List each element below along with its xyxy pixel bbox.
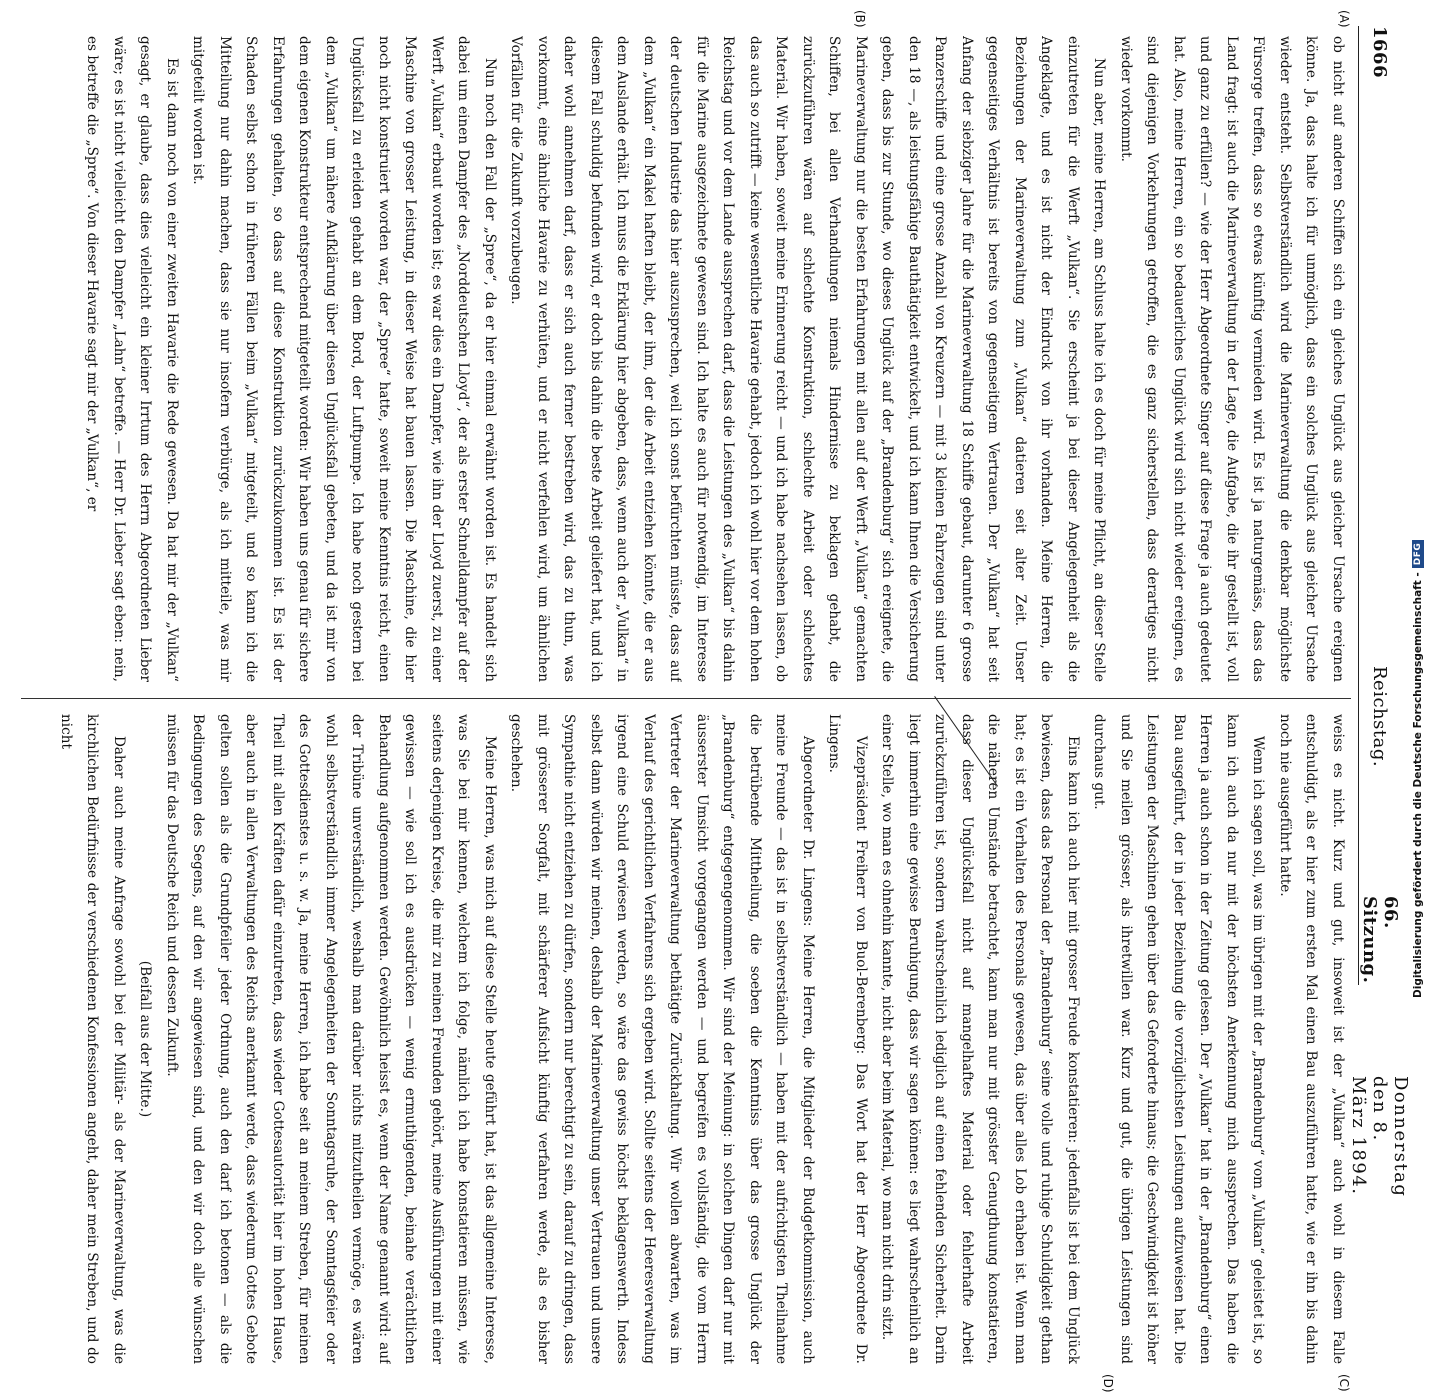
document-page — [15, 6, 1412, 1393]
paragraph: Nun noch den Fall der „Spree“, da er hier einmal erwähnt worden ist. Es handelt sich dabei um einen Dampfer des „Norddeutschen Lloyd“, der als erster Schnelldampfer auf der Werft „Vulkan“ erbaut worden ist; es war dies ein Dampfer, wie ihn der Lloyd zuerst, zu einer Maschine von grosser Leistung, in dieser Weise hat bauen lassen. Die Maschine, die hier noch nicht konstruiert worden war, der „Spree“ hatte, soweit meine Kenntnis reicht, einen Unglücksfall zu erleiden gehabt an dem Bord, der Luftpumpe. Ich habe noch gestern bei dem „Vulkan“ um nähere Aufklärung über diesen Unglücksfall gebeten, und da ist mir von dem eigenen Konstrukteur entsprechend mitgeteilt worden: Wir haben uns genau für sichere Erfahrungen gehalten, so dass auf diese Konstruktion zurückzukommen ist. Es ist der Schaden selbst schon in früheren Fällen beim „Vulkan“ mitgeteilt, und so kann ich die Mitteilung nur dahin machen, dass sie nur insofern verbürge, als ich mitteile, was mir mitgeteilt worden ist. — [190, 36, 498, 682]
applause-note: (Beifall aus der Mitte.) — [137, 960, 154, 1118]
credit-text: Digitalisierung gefördert durch die Deutsche Forschungsgemeinschaft - — [1412, 572, 1424, 998]
margin-marker-a: (A) — [1337, 10, 1351, 28]
dfg-logo: DFG — [1412, 540, 1424, 569]
digitization-credit — [1412, 540, 1424, 998]
paragraph: Es ist dann noch von einer zweiten Havarie die Rede gewesen. Da hat mir der „Vulkan“ gesagt, er glaube, dass dies vielleicht ein kleiner Irrtum des Herrn Abgeordneten Lieber wäre; es ist nicht vielleicht den Dampfer „Lahn“ betreffe. — Herr Dr. Lieber sagt eben: nein, es betreffe die „Spree“. Von dieser Havarie sagt mir der „Vulkan“, er — [84, 36, 180, 682]
paragraph: weiss es nicht. Kurz und gut, insoweit ist der „Vulkan“ auch wohl in diesem Falle entschuldigt, als er hier zum ersten Mal einen Bau auszuführen hatte, wie er ihn bis dahin noch nie ausgeführt hatte. — [1277, 714, 1346, 1364]
header-rule — [1358, 26, 1359, 985]
paragraph: Nun aber, meine Herren, am Schluss halte ich es doch für meine Pflicht, an dieser Stelle einzutreten für die Werft „Vulkan“. Sie erscheint ja bei dieser Angelegenheit als die Angeklagte, und es ist nicht der Eindruck von ihr vorhanden. Meine Herren, die Beziehungen der Marineverwaltung zum „Vulkan“ datieren seit alter Zeit. Unser gegenseitiges Verhältnis ist bereits von gegenseitigem Vertrauen. Der „Vulkan“ hat seit Anfang der siebziger Jahre für die Marineverwaltung 18 Schiffe gebaut, darunter 6 grosse Panzerschiffe und eine grosse Anzahl von Kreuzern — mit 3 kleinen Fahrzeugen sind unter den 18 —, als leistungsfähige Bauthätigkeit entwickelt, und ich kann Ihnen die Versicherung geben, dass bis zur Stunde, wo dieses Unglück auf der „Brandenburg“ sich ereignete, die Marineverwaltung nur die besten Erfahrungen mit allen auf der Werft „Vulkan“ gemachten Schiffen, bei allen Verhandlungen niemals Hindernisse zu beklagen gehabt, die zurückzuführen wären auf schlechte Konstruktion, schlechte Arbeit oder schlechtes Material. Wir haben, soweit meine Erinnerung reicht — und ich habe nachsehen lassen, ob das auch so zutrifft — keine wesentliche Havarie gehabt, jedoch ich wohl hier vor dem hohen Reichstag und vor dem Lande aussprechen darf, dass die Leistungen des „Vulkan“ bis dahin für die Marine ausgezeichnete gewesen sind. Ich halte es auch für notwendig, im Interesse der deutschen Industrie das hier auszusprechen, weil ich sonst befürchten müsste, dass auf dem „Vulkan“ ein Makel haften bleibt, der ihm, der die Arbeit entziehen könnte, die er aus dem Auslande erhält. Ich muss die Erklärung hier abgeben, dass, wenn auch der „Vulkan“ in diesem Fall schuldig befunden wird, er doch bis dahin die beste Arbeit geliefert hat, und ich daher wohl annehmen darf, dass er sich auch ferner bestreben wird, das zu thun, was vorkommt, eine ähnliche Havarie zu verhüten, und er nicht verfehlen wird, um ähnlichen Vorfällen für die Zukunft vorzubeugen. — [508, 36, 1108, 682]
running-title: Reichstag. — [1369, 666, 1391, 768]
paragraph: Eins kann ich auch hier mit grosser Freude konstatieren: jedenfalls ist bei dem Unglück bewiesen, dass das Personal der „Brandenburg“ seine volle und ruhige Schuldigkeit gethan hat; es ist ein Verhalten des Personals gewesen, das über alles Lob erhaben ist. Wenn man die näheren Umstände betrachtet, kann man nur mit grösster Genugthuung konstatieren, dass dieser Unglücksfall nicht auf mangelhaftes Material oder fehlerhafte Arbeit zurückzuführen ist, sondern wahrscheinlich lediglich auf einen fehlenden Sicherheit. Darin liegt immerhin eine gewisse Beruhigung, dass wir sagen können: es liegt wahrscheinlich an einer Stelle, wo man es ohnehin kannte, nicht aber beim Material, wo man nicht drin sitzt. — [879, 714, 1081, 1364]
margin-marker-c: (C) — [1337, 1374, 1351, 1392]
paragraph: Meine Herren, was mich auf diese Stelle heute geführt hat, ist das allgemeine Interesse, was Sie bei mir kennen, welchem ich folge, nämlich ich habe konstatieren müssen, wie seitens derjenigen Kreise, die mir zu meinen Freunden gehört, meine Ausführungen mit einer gewissen — wie soll ich es ausdrücken — wenig ermuthigenden, beinahe verächtlichen Behandlung aufgenommen werden. Gewöhnlich heisst es, wenn der Name genannt wird: auf der Tribüne unverständlich, weshalb man darüber nichts mitzutheilen vermöge, es wären wohl selbstverständlich immer Angelegenheiten der Sonntagsruhe, der Sonntagsfeier oder des Gottesdienstes u. s. w. Ja, meine Herren, ich habe seit an meinem Streben, für meinen Theil mit allen Kräften dafür einzutreten, dass wieder Gottesautorität hier im hohen Hause, aber auch in allen Verwaltungen des Reichs anerkannt werde, dass wiederum Gottes Gebote gelten sollen als die Grundpfeiler jeder Ordnung, auch den darf ich betonen — als die Bedingungen des Segens, auf den wir angewiesen sind, und den wir doch alle wünschen müssen für das Deutsche Reich und dessen Zukunft. — [164, 714, 498, 1364]
paragraph: Daher auch meine Anfrage sowohl bei der Militär- als der Marineverwaltung, was die kirchlichen Bedürfnisse der verschiedenen Konfessionen angeht, daher mein Streben, und do nicht — [58, 714, 127, 1364]
speaker-paragraph: Abgeordneter Dr. Lingens: Meine Herren, die Mitglieder der Budgetkommission, auch meine Freunde — das ist in selbstverständlich — haben mit der aufrichtigsten Theilnahme die betrübende Mittheilung, die soeben die Kenntniss über das grosse Unglück der „Brandenburg“ entgegengenommen. Wir sind der Meinung: in solchen Dingen darf nur mit äusserster Umsicht vorgegangen werden — und begreifen es vollständig, die vom Herrn Vertreter der Marineverwaltung bethätigte Zurückhaltung. Wir wollen abwarten, was im Verlauf des gerichtlichen Verfahrens sich ergeben wird. Sollte seitens der Heeresverwaltung irgend eine Schuld erwiesen werden, so wäre das gewiss höchst beklagenswerth. Indess selbst dann würden wir meinen, deshalb der Marineverwaltung unser Vertrauen und unsere Sympathie nicht entziehen zu dürfen, sondern nur berechtigt zu sein, darauf zu dringen, dass mit grösserer Sorgfalt, mit schärferer Aufsicht künftig verfahren werde, als es bisher geschehen. — [508, 714, 816, 1364]
margin-marker-b: (B) — [853, 10, 867, 28]
session-title: 66. Sitzung. — [1359, 896, 1401, 984]
paragraph: Wenn ich sagen soll, was im übrigen mit der „Brandenburg“ vom „Vulkan“ geleistet ist, so kann ich auch da nur mit der höchsten Anerkennung mich aussprechen. Das haben die Herren ja auch schon in der Zeitung gelesen. Der „Vulkan“ hat in der „Brandenburg“ einen Bau ausgeführt, der in jeder Beziehung die vorzüglichsten Leistungen aufzuweisen hat. Die Leistungen der Maschinen gehen über das Geforderte hinaus; die Geschwindigkeit ist höher und Sie meilen grösser, als ihretwillen war. Kurz und gut, die übrigen Leistungen sind durchaus gut. — [1091, 714, 1267, 1364]
right-column — [21, 714, 1351, 1364]
column-divider — [21, 698, 1351, 699]
margin-marker-d: (D) — [1101, 1374, 1115, 1393]
page-header — [1348, 26, 1412, 1198]
session-date: Donnerstag den 8. März 1894. — [1348, 1076, 1412, 1198]
speaker-paragraph: Vizepräsident Freiherr von Buol-Berenberg: Das Wort hat der Herr Abgeordnete Dr. Lingens. — [826, 714, 869, 1364]
page-number: 1666 — [1369, 26, 1391, 79]
paragraph: ob nicht auf anderen Schiffen sich ein gleiches Unglück aus gleicher Ursache ereignen könne. Ja, dass halte ich für unmöglich, dass ein solches Unglück aus gleicher Ursache wieder entsteht. Selbstverständlich wird die Marineverwaltung die denkbar möglichste Fürsorge treffen, dass so etwas künftig vermieden wird. Es ist ja naturgemäss, dass das Land fragt: ist auch die Marineverwaltung in der Lage, die Aufgabe, die ihr gestellt ist, voll und ganz zu erfüllen? — wie der Herr Abgeordnete Singer auf diese Frage ja auch gedeutet hat. Also, meine Herren, ein so bedauerliches Unglück wird sich nicht wieder ereignen, es sind diejenigen Vorkehrungen getroffen, die es ganz sicherstellen, dass derartiges nicht wieder vorkommt. — [1118, 36, 1346, 682]
left-column — [21, 36, 1351, 682]
